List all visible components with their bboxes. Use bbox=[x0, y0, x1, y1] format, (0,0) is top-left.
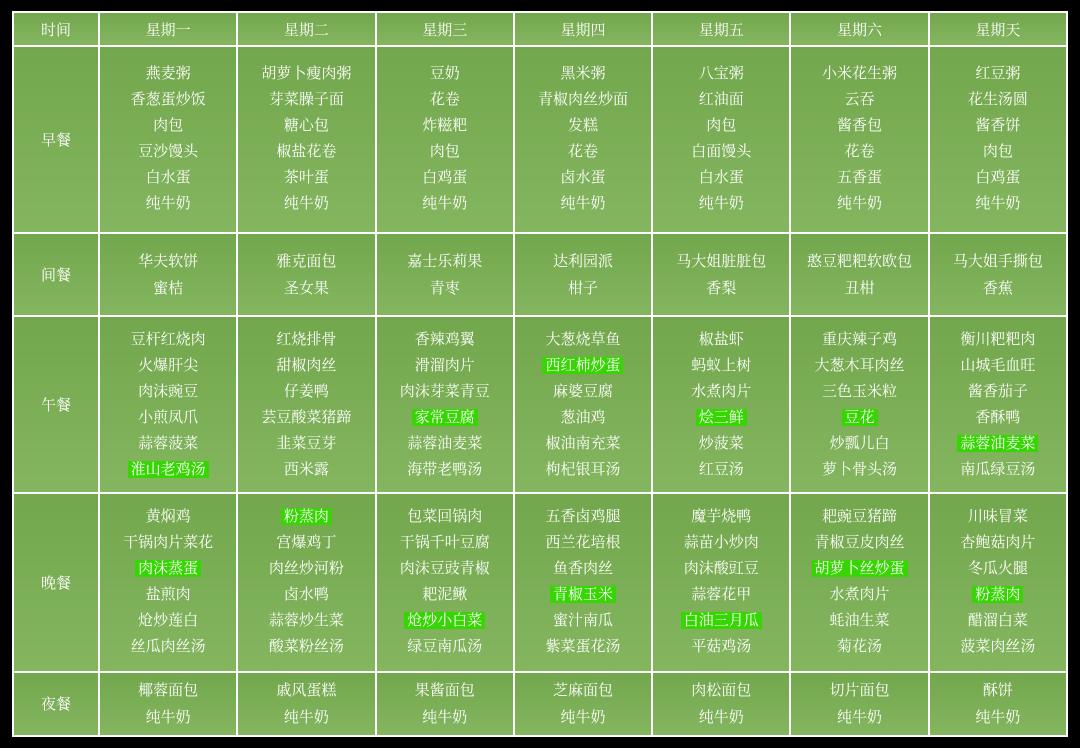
menu-item: 蒜蓉炒生菜 bbox=[268, 612, 344, 630]
menu-cell-dinner-sunday bbox=[929, 493, 1067, 672]
menu-item: 青枣 bbox=[429, 279, 460, 297]
menu-item: 大葱木耳肉丝 bbox=[814, 356, 905, 374]
menu-item: 肉包 bbox=[982, 143, 1013, 161]
meal-label-breakfast: 早餐 bbox=[13, 46, 99, 233]
menu-item: 纯牛奶 bbox=[837, 195, 883, 213]
menu-item: 蒜苗小炒肉 bbox=[683, 534, 759, 552]
menu-cell-breakfast-saturday bbox=[790, 46, 928, 233]
menu-item: 花卷 bbox=[844, 143, 875, 161]
menu-item: 纯牛奶 bbox=[283, 708, 329, 726]
menu-item-highlighted: 胡萝卜丝炒蛋 bbox=[812, 560, 908, 577]
menu-item: 水煮肉片 bbox=[829, 586, 890, 604]
menu-item: 麻婆豆腐 bbox=[552, 382, 613, 400]
menu-item: 纯牛奶 bbox=[422, 708, 468, 726]
menu-item-highlighted: 家常豆腐 bbox=[412, 409, 478, 426]
menu-cell-breakfast-tuesday bbox=[237, 46, 375, 233]
menu-cell-lunch-thursday bbox=[514, 316, 652, 493]
menu-item: 丝瓜肉丝汤 bbox=[130, 638, 206, 656]
menu-item: 纯牛奶 bbox=[145, 195, 191, 213]
menu-item: 纯牛奶 bbox=[422, 195, 468, 213]
menu-body bbox=[13, 46, 1067, 736]
menu-item: 水煮肉片 bbox=[691, 382, 752, 400]
header-cell-time: 时间 bbox=[13, 12, 99, 46]
menu-item: 三色玉米粒 bbox=[822, 382, 898, 400]
menu-item: 仔姜鸭 bbox=[283, 382, 329, 400]
weekly-menu-table bbox=[12, 11, 1068, 737]
menu-item: 干锅肉片菜花 bbox=[123, 534, 214, 552]
menu-item: 椒盐花卷 bbox=[276, 143, 337, 161]
menu-item: 酱香茄子 bbox=[967, 382, 1028, 400]
menu-item: 包菜回锅肉 bbox=[407, 508, 483, 526]
menu-item: 云吞 bbox=[844, 91, 875, 109]
menu-item: 肉丝炒河粉 bbox=[268, 560, 344, 578]
header-cell-monday: 星期一 bbox=[99, 12, 237, 46]
menu-item: 肉松面包 bbox=[691, 681, 752, 699]
menu-item: 圣女果 bbox=[283, 279, 329, 297]
menu-item: 芸豆酸菜猪蹄 bbox=[261, 408, 352, 426]
menu-cell-supper-saturday bbox=[790, 672, 928, 736]
menu-item: 马大姐脏脏包 bbox=[676, 252, 767, 270]
menu-cell-snack-tuesday bbox=[237, 233, 375, 317]
meal-row-breakfast bbox=[13, 46, 1067, 233]
menu-item-highlighted: 青椒玉米 bbox=[550, 586, 616, 603]
menu-cell-breakfast-sunday bbox=[929, 46, 1067, 233]
menu-item: 宫爆鸡丁 bbox=[276, 534, 337, 552]
menu-item: 萝卜骨头汤 bbox=[822, 460, 898, 478]
header-cell-tuesday: 星期二 bbox=[237, 12, 375, 46]
menu-item: 豆沙馒头 bbox=[138, 143, 199, 161]
menu-item-highlighted: 蒜蓉油麦菜 bbox=[957, 435, 1038, 452]
menu-item: 纯牛奶 bbox=[145, 708, 191, 726]
menu-cell-dinner-saturday bbox=[790, 493, 928, 672]
menu-item: 酸菜粉丝汤 bbox=[268, 638, 344, 656]
menu-cell-dinner-monday bbox=[99, 493, 237, 672]
menu-item: 菊花汤 bbox=[837, 638, 883, 656]
menu-cell-lunch-wednesday bbox=[376, 316, 514, 493]
menu-item-highlighted: 炝炒小白菜 bbox=[404, 612, 485, 629]
menu-item: 大葱烧草鱼 bbox=[545, 330, 621, 348]
menu-item: 绿豆南瓜汤 bbox=[407, 638, 483, 656]
menu-item: 青椒豆皮肉丝 bbox=[814, 534, 905, 552]
menu-item: 南瓜绿豆汤 bbox=[960, 460, 1036, 478]
menu-item: 达利园派 bbox=[552, 252, 613, 270]
menu-item-highlighted: 烩三鲜 bbox=[696, 409, 747, 426]
menu-item: 纯牛奶 bbox=[698, 195, 744, 213]
menu-item: 酥饼 bbox=[982, 681, 1013, 699]
menu-item: 盐煎肉 bbox=[145, 586, 191, 604]
menu-item: 耙豌豆猪蹄 bbox=[822, 508, 898, 526]
menu-item: 香葱蛋炒饭 bbox=[130, 91, 206, 109]
menu-cell-dinner-friday bbox=[652, 493, 790, 672]
menu-item-highlighted: 粉蒸肉 bbox=[281, 508, 332, 525]
menu-item: 豆奶 bbox=[429, 65, 460, 83]
menu-item: 青椒肉丝炒面 bbox=[537, 91, 628, 109]
menu-cell-snack-friday bbox=[652, 233, 790, 317]
menu-item: 葱油鸡 bbox=[560, 408, 606, 426]
menu-item: 茶叶蛋 bbox=[283, 169, 329, 187]
meal-row-dinner bbox=[13, 493, 1067, 672]
menu-item: 肉包 bbox=[429, 143, 460, 161]
menu-item: 花生汤圆 bbox=[967, 91, 1028, 109]
menu-item-highlighted: 白油三月瓜 bbox=[681, 612, 762, 629]
menu-item: 火爆肝尖 bbox=[138, 356, 199, 374]
menu-cell-lunch-saturday bbox=[790, 316, 928, 493]
menu-item: 海带老鸭汤 bbox=[407, 460, 483, 478]
menu-item: 五香蛋 bbox=[837, 169, 883, 187]
header-cell-wednesday: 星期三 bbox=[376, 12, 514, 46]
menu-item: 嘉士乐莉果 bbox=[407, 252, 483, 270]
menu-item: 纯牛奶 bbox=[975, 195, 1021, 213]
menu-item: 川味冒菜 bbox=[967, 508, 1028, 526]
menu-cell-snack-saturday bbox=[790, 233, 928, 317]
menu-item: 滑溜肉片 bbox=[414, 356, 475, 374]
menu-item: 切片面包 bbox=[829, 681, 890, 699]
menu-item: 白水蛋 bbox=[145, 169, 191, 187]
menu-cell-supper-tuesday bbox=[237, 672, 375, 736]
meal-label-snack: 间餐 bbox=[13, 233, 99, 317]
menu-item: 炝炒莲白 bbox=[138, 612, 199, 630]
menu-cell-dinner-wednesday bbox=[376, 493, 514, 672]
header-cell-sunday: 星期天 bbox=[929, 12, 1067, 46]
menu-item: 椒盐虾 bbox=[698, 330, 744, 348]
menu-cell-supper-friday bbox=[652, 672, 790, 736]
menu-cell-supper-thursday bbox=[514, 672, 652, 736]
menu-item: 糖心包 bbox=[283, 117, 329, 135]
menu-item: 炒菠菜 bbox=[698, 434, 744, 452]
menu-cell-dinner-tuesday bbox=[237, 493, 375, 672]
menu-item: 衡川粑粑肉 bbox=[960, 330, 1036, 348]
menu-cell-snack-wednesday bbox=[376, 233, 514, 317]
menu-cell-lunch-tuesday bbox=[237, 316, 375, 493]
menu-item: 鱼香肉丝 bbox=[552, 560, 613, 578]
menu-item: 豆杆红烧肉 bbox=[130, 330, 206, 348]
menu-item: 紫菜蛋花汤 bbox=[545, 638, 621, 656]
menu-item: 丑柑 bbox=[844, 279, 875, 297]
menu-item-highlighted: 粉蒸肉 bbox=[972, 586, 1023, 603]
menu-item: 香蕉 bbox=[982, 279, 1013, 297]
menu-item: 憨豆粑粑软欧包 bbox=[807, 252, 913, 270]
menu-item: 香辣鸡翼 bbox=[414, 330, 475, 348]
menu-item: 蚂蚁上树 bbox=[691, 356, 752, 374]
menu-item: 肉包 bbox=[153, 117, 184, 135]
menu-item: 八宝粥 bbox=[698, 65, 744, 83]
menu-item: 酱香饼 bbox=[975, 117, 1021, 135]
menu-item: 蚝油生菜 bbox=[829, 612, 890, 630]
menu-item: 黑米粥 bbox=[560, 65, 606, 83]
menu-cell-supper-wednesday bbox=[376, 672, 514, 736]
menu-cell-dinner-thursday bbox=[514, 493, 652, 672]
menu-item: 胡萝卜瘦肉粥 bbox=[261, 65, 352, 83]
menu-cell-lunch-sunday bbox=[929, 316, 1067, 493]
menu-item: 酱香包 bbox=[837, 117, 883, 135]
menu-item: 白水蛋 bbox=[698, 169, 744, 187]
menu-item: 椰蓉面包 bbox=[138, 681, 199, 699]
menu-item: 芝麻面包 bbox=[552, 681, 613, 699]
menu-item: 香酥鸭 bbox=[975, 408, 1021, 426]
menu-item: 蜜桔 bbox=[153, 279, 184, 297]
menu-item: 干锅千叶豆腐 bbox=[399, 534, 490, 552]
menu-item: 纯牛奶 bbox=[560, 195, 606, 213]
menu-item: 果酱面包 bbox=[414, 681, 475, 699]
menu-item: 蜜汁南瓜 bbox=[552, 612, 613, 630]
menu-item: 红豆汤 bbox=[698, 460, 744, 478]
menu-cell-lunch-monday bbox=[99, 316, 237, 493]
menu-item: 重庆辣子鸡 bbox=[822, 330, 898, 348]
menu-cell-snack-thursday bbox=[514, 233, 652, 317]
menu-item: 肉沫豌豆 bbox=[138, 382, 199, 400]
meal-row-supper bbox=[13, 672, 1067, 736]
menu-item: 马大姐手撕包 bbox=[952, 252, 1043, 270]
menu-item: 醋溜白菜 bbox=[967, 612, 1028, 630]
menu-item: 红烧排骨 bbox=[276, 330, 337, 348]
meal-row-snack bbox=[13, 233, 1067, 317]
menu-item: 香梨 bbox=[706, 279, 737, 297]
menu-item: 山城毛血旺 bbox=[960, 356, 1036, 374]
header-cell-saturday: 星期六 bbox=[790, 12, 928, 46]
menu-cell-snack-monday bbox=[99, 233, 237, 317]
menu-item: 纯牛奶 bbox=[837, 708, 883, 726]
menu-item: 肉包 bbox=[706, 117, 737, 135]
menu-item: 红豆粥 bbox=[975, 65, 1021, 83]
menu-item: 肉沫芽菜青豆 bbox=[399, 382, 490, 400]
menu-item: 白鸡蛋 bbox=[422, 169, 468, 187]
menu-item-highlighted: 西红柿炒蛋 bbox=[542, 357, 623, 374]
menu-item: 卤水鸭 bbox=[283, 586, 329, 604]
menu-item: 发糕 bbox=[567, 117, 598, 135]
menu-cell-supper-sunday bbox=[929, 672, 1067, 736]
menu-cell-breakfast-wednesday bbox=[376, 46, 514, 233]
header-cell-thursday: 星期四 bbox=[514, 12, 652, 46]
menu-item-highlighted: 淮山老鸡汤 bbox=[128, 461, 209, 478]
menu-item: 华夫软饼 bbox=[138, 252, 199, 270]
meal-label-lunch: 午餐 bbox=[13, 316, 99, 493]
menu-item: 蒜蓉菠菜 bbox=[138, 434, 199, 452]
menu-item: 杏鲍菇肉片 bbox=[960, 534, 1036, 552]
menu-item: 纯牛奶 bbox=[975, 708, 1021, 726]
menu-item-highlighted: 肉沫蒸蛋 bbox=[135, 560, 201, 577]
meal-label-dinner: 晚餐 bbox=[13, 493, 99, 672]
menu-cell-breakfast-thursday bbox=[514, 46, 652, 233]
menu-cell-lunch-friday bbox=[652, 316, 790, 493]
menu-cell-breakfast-friday bbox=[652, 46, 790, 233]
menu-item: 白鸡蛋 bbox=[975, 169, 1021, 187]
menu-item: 小煎凤爪 bbox=[138, 408, 199, 426]
menu-item: 炸糍粑 bbox=[422, 117, 468, 135]
menu-item: 纯牛奶 bbox=[560, 708, 606, 726]
menu-item: 纯牛奶 bbox=[283, 195, 329, 213]
menu-item: 花卷 bbox=[429, 91, 460, 109]
menu-item: 卤水蛋 bbox=[560, 169, 606, 187]
menu-item: 炒瓢儿白 bbox=[829, 434, 890, 452]
menu-item: 五香卤鸡腿 bbox=[545, 508, 621, 526]
menu-item: 白面馒头 bbox=[691, 143, 752, 161]
menu-item: 椒油南充菜 bbox=[545, 434, 621, 452]
menu-cell-supper-monday bbox=[99, 672, 237, 736]
menu-cell-breakfast-monday bbox=[99, 46, 237, 233]
menu-item: 平菇鸡汤 bbox=[691, 638, 752, 656]
menu-item: 西米露 bbox=[283, 460, 329, 478]
header-row bbox=[13, 12, 1067, 46]
menu-item: 枸杞银耳汤 bbox=[545, 460, 621, 478]
menu-item: 柑子 bbox=[567, 279, 598, 297]
menu-item: 红油面 bbox=[698, 91, 744, 109]
menu-item: 蒜蓉花甲 bbox=[691, 586, 752, 604]
header-cell-friday: 星期五 bbox=[652, 12, 790, 46]
menu-item: 花卷 bbox=[567, 143, 598, 161]
menu-item: 黄焖鸡 bbox=[145, 508, 191, 526]
menu-item-highlighted: 豆花 bbox=[842, 409, 878, 426]
meal-label-supper: 夜餐 bbox=[13, 672, 99, 736]
menu-item: 肉沫豆豉青椒 bbox=[399, 560, 490, 578]
menu-cell-snack-sunday bbox=[929, 233, 1067, 317]
menu-item: 韭菜豆芽 bbox=[276, 434, 337, 452]
menu-item: 魔芋烧鸭 bbox=[691, 508, 752, 526]
menu-item: 纯牛奶 bbox=[698, 708, 744, 726]
menu-item: 小米花生粥 bbox=[822, 65, 898, 83]
menu-item: 西兰花培根 bbox=[545, 534, 621, 552]
menu-item: 戚风蛋糕 bbox=[276, 681, 337, 699]
menu-item: 芽菜臊子面 bbox=[268, 91, 344, 109]
menu-item: 冬瓜火腿 bbox=[967, 560, 1028, 578]
menu-item: 耙泥鳅 bbox=[422, 586, 468, 604]
menu-item: 肉沫酸豇豆 bbox=[683, 560, 759, 578]
meal-row-lunch bbox=[13, 316, 1067, 493]
menu-item: 菠菜肉丝汤 bbox=[960, 638, 1036, 656]
menu-item: 雅克面包 bbox=[276, 252, 337, 270]
menu-item: 燕麦粥 bbox=[145, 65, 191, 83]
menu-item: 蒜蓉油麦菜 bbox=[407, 434, 483, 452]
menu-item: 甜椒肉丝 bbox=[276, 356, 337, 374]
